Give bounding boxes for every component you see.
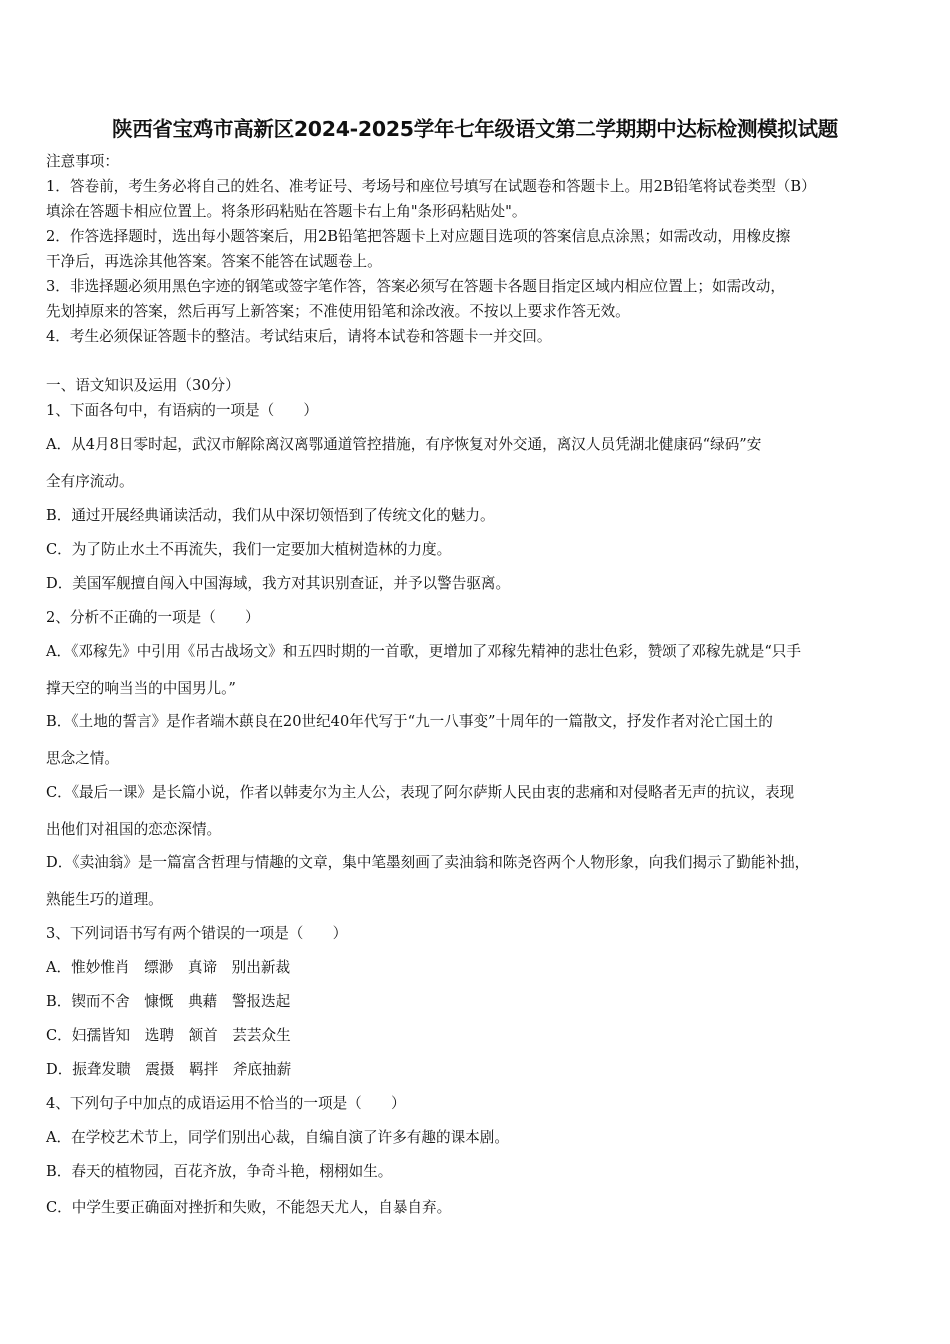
option-text: A．惟妙惟肖 缥渺 真谛 别出新裁 <box>46 959 291 976</box>
option-text: A．《邓稼先》中引用《吊古战场文》和五四时期的一首歌，更增加了邓稼先精神的悲壮色彩，赞颂了邓稼先就是“只手 <box>46 643 801 660</box>
option-text: 出他们对祖国的恋恋深情。 <box>46 821 222 838</box>
option-text: B．《土地的誓言》是作者端木蕻良在20世纪40年代写于“九一八事变”十周年的一篇散文，抒发作者对沦亡国土的 <box>46 713 773 730</box>
notice-line: 1．答卷前，考生务必将自己的姓名、准考证号、考场号和座位号填写在试题卷和答题卡上。用2B铅笔将试卷类型（B） <box>46 178 816 195</box>
option-text: C．妇孺皆知 选聘 颔首 芸芸众生 <box>46 1027 291 1044</box>
option-text: D．振聋发聩 震摄 羁拌 斧底抽薪 <box>46 1061 292 1078</box>
notice-line: 3．非选择题必须用黑色字迹的钢笔或签字笔作答，答案必须写在答题卡各题目指定区域内相应位置上；如需改动， <box>46 278 785 295</box>
option-text: B．通过开展经典诵读活动，我们从中深切领悟到了传统文化的魅力。 <box>46 507 495 524</box>
notice-line: 干净后，再选涂其他答案。答案不能答在试题卷上。 <box>46 253 382 270</box>
option-text: C．为了防止水土不再流失，我们一定要加大植树造林的力度。 <box>46 541 452 558</box>
option-text: D．美国军舰擅自闯入中国海域，我方对其识别查证，并予以警告驱离。 <box>46 575 511 592</box>
section-heading: 一、语文知识及运用（30分） <box>46 377 240 394</box>
question-stem: 3、下列词语书写有两个错误的一项是（ ） <box>46 925 348 942</box>
notice-line: 先划掉原来的答案，然后再写上新答案；不准使用铅笔和涂改液。不按以上要求作答无效。 <box>46 303 630 320</box>
option-text: A．从4月8日零时起，武汉市解除离汉离鄂通道管控措施，有序恢复对外交通，离汉人员凭湖北健康码“绿码”安 <box>46 436 762 453</box>
option-text: 熟能生巧的道理。 <box>46 891 163 908</box>
option-text: C．中学生要正确面对挫折和失败，不能怨天尤人，自暴自弃。 <box>46 1199 452 1216</box>
question-stem: 1、下面各句中，有语病的一项是（ ） <box>46 402 318 419</box>
option-text: 全有序流动。 <box>46 473 134 490</box>
question-stem: 2、分析不正确的一项是（ ） <box>46 609 260 626</box>
option-text: A．在学校艺术节上，同学们别出心裁，自编自演了许多有趣的课本剧。 <box>46 1129 509 1146</box>
option-text: D．《卖油翁》是一篇富含哲理与情趣的文章，集中笔墨刻画了卖油翁和陈尧咨两个人物形象，向我们揭示了勤能补拙， <box>46 854 810 871</box>
notice-line: 填涂在答题卡相应位置上。将条形码粘贴在答题卡右上角"条形码粘贴处"。 <box>46 203 527 220</box>
option-text: 思念之情。 <box>46 750 119 767</box>
page-title: 陕西省宝鸡市高新区2024-2025学年七年级语文第二学期期中达标检测模拟试题 <box>112 117 838 141</box>
notice-line: 4．考生必须保证答题卡的整洁。考试结束后，请将本试卷和答题卡一并交回。 <box>46 328 552 345</box>
notice-line: 2．作答选择题时，选出每小题答案后，用2B铅笔把答题卡上对应题目选项的答案信息点涂黑；如需改动，用橡皮擦 <box>46 228 791 245</box>
question-stem: 4、下列句子中加点的成语运用不恰当的一项是（ ） <box>46 1095 406 1112</box>
option-text: 撑天空的响当当的中国男儿。” <box>46 680 236 697</box>
option-text: C．《最后一课》是长篇小说，作者以韩麦尔为主人公，表现了阿尔萨斯人民由衷的悲痛和对侵略者无声的抗议，表现 <box>46 784 795 801</box>
option-text: B．春天的植物园，百花齐放，争奇斗艳，栩栩如生。 <box>46 1163 393 1180</box>
notice-heading: 注意事项： <box>46 153 119 170</box>
option-text: B．锲而不舍 慷慨 典藉 警报迭起 <box>46 993 291 1010</box>
